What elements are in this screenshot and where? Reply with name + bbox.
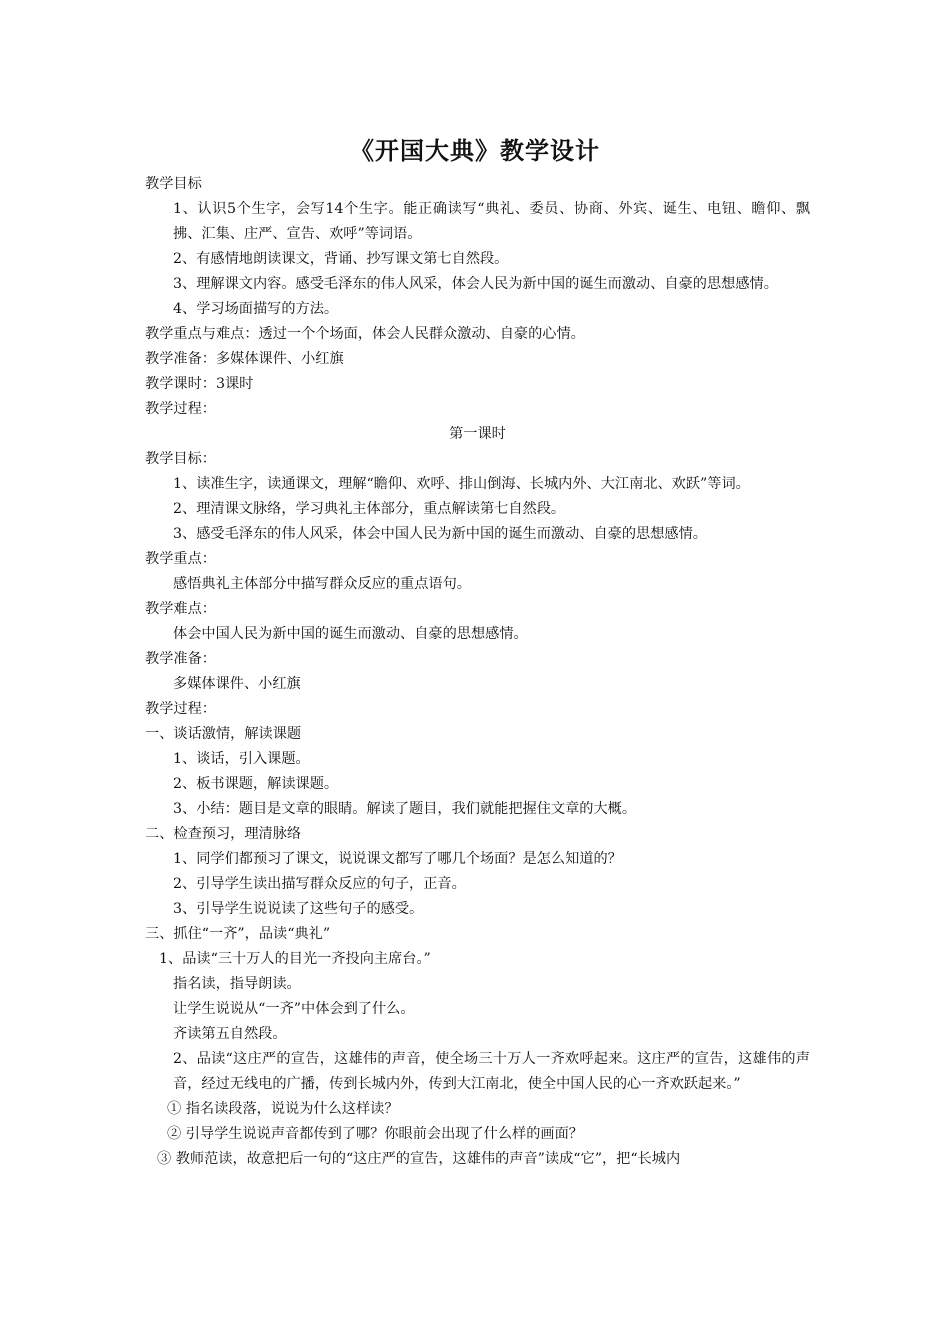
section-heading-goals: 教学目标 [145, 176, 202, 192]
lesson-difficulty-text: 体会中国人民为新中国的诞生而激动、自豪的思想感情。 [173, 626, 528, 642]
lesson-goals-heading: 教学目标： [145, 451, 216, 467]
process-heading: 教学过程： [145, 401, 216, 417]
step-one-item-2: 2、板书课题，解读课题。 [173, 776, 339, 792]
document-title: 《开国大典》教学设计 [350, 137, 600, 165]
preparation-line: 教学准备：多媒体课件、小红旗 [145, 351, 344, 367]
lesson-goal-3: 3、感受毛泽东的伟人风采，体会中国人民为新中国的诞生而激动、自豪的思想感情。 [173, 526, 707, 542]
step-two-heading: 二、检查预习，理清脉络 [145, 826, 302, 842]
lesson-one-heading: 第一课时 [449, 426, 506, 442]
key-points-line: 教学重点与难点：透过一个个场面，体会人民群众激动、自豪的心情。 [145, 326, 585, 342]
lesson-prep-heading: 教学准备： [145, 651, 216, 667]
goal-item-1: 1、认识5个生字，会写14个生字。能正确读写“典礼、委员、协商、外宾、诞生、电钮、瞻仰、飘拂、汇集、庄严、宣告、欢呼”等词语。 [173, 201, 810, 242]
step-three-heading: 三、抓住“一齐”，品读“典礼” [145, 926, 331, 942]
goal-item-3: 3、理解课文内容。感受毛泽东的伟人风采，体会人民为新中国的诞生而激动、自豪的思想感情。 [173, 276, 778, 292]
step-two-item-3: 3、引导学生说说读了这些句子的感受。 [173, 901, 424, 917]
step-three-circle-1: ① 指名读段落，说说为什么这样读？ [167, 1101, 399, 1117]
step-three-item-1: 1、品读“三十万人的目光一齐投向主席台。” [159, 951, 431, 967]
lesson-focus-text: 感悟典礼主体部分中描写群众反应的重点语句。 [173, 576, 471, 592]
step-two-item-2: 2、引导学生读出描写群众反应的句子，正音。 [173, 876, 466, 892]
step-three-sub-1: 指名读，指导朗读。 [173, 976, 301, 992]
step-three-circle-3: ③ 教师范读，故意把后一句的“这庄严的宣告，这雄伟的声音”读成“它”，把“长城内 [157, 1151, 681, 1167]
lesson-goal-2: 2、理清课文脉络，学习典礼主体部分，重点解读第七自然段。 [173, 501, 566, 517]
lesson-goal-1: 1、读准生字，读通课文，理解“瞻仰、欢呼、排山倒海、长城内外、大江南北、欢跃”等词。 [173, 476, 750, 492]
class-hours-line: 教学课时：3课时 [145, 376, 254, 392]
goal-item-4: 4、学习场面描写的方法。 [173, 301, 339, 317]
step-one-item-3: 3、小结：题目是文章的眼睛。解读了题目，我们就能把握住文章的大概。 [173, 801, 637, 817]
lesson-process-heading: 教学过程： [145, 701, 216, 717]
document-body [145, 172, 810, 1172]
step-three-circle-2: ② 引导学生说说声音都传到了哪？你眼前会出现了什么样的画面？ [167, 1126, 583, 1142]
step-three-sub-2: 让学生说说从“一齐”中体会到了什么。 [173, 1001, 415, 1017]
lesson-difficulty-heading: 教学难点： [145, 601, 216, 617]
step-three-sub-3: 齐读第五自然段。 [173, 1026, 287, 1042]
lesson-focus-heading: 教学重点： [145, 551, 216, 567]
step-one-heading: 一、谈话激情，解读课题 [145, 726, 302, 742]
lesson-prep-text: 多媒体课件、小红旗 [173, 676, 301, 692]
step-two-item-1: 1、同学们都预习了课文，说说课文都写了哪几个场面？是怎么知道的？ [173, 851, 622, 867]
step-one-item-1: 1、谈话，引入课题。 [173, 751, 310, 767]
goal-item-2: 2、有感情地朗读课文，背诵、抄写课文第七自然段。 [173, 251, 509, 267]
step-three-item-2: 2、品读“这庄严的宣告，这雄伟的声音，使全场三十万人一齐欢呼起来。这庄严的宣告，这雄伟的声音，经过无线电的广播，传到长城内外，传到大江南北，使全中国人民的心一齐欢跃起来。” [173, 1051, 810, 1092]
